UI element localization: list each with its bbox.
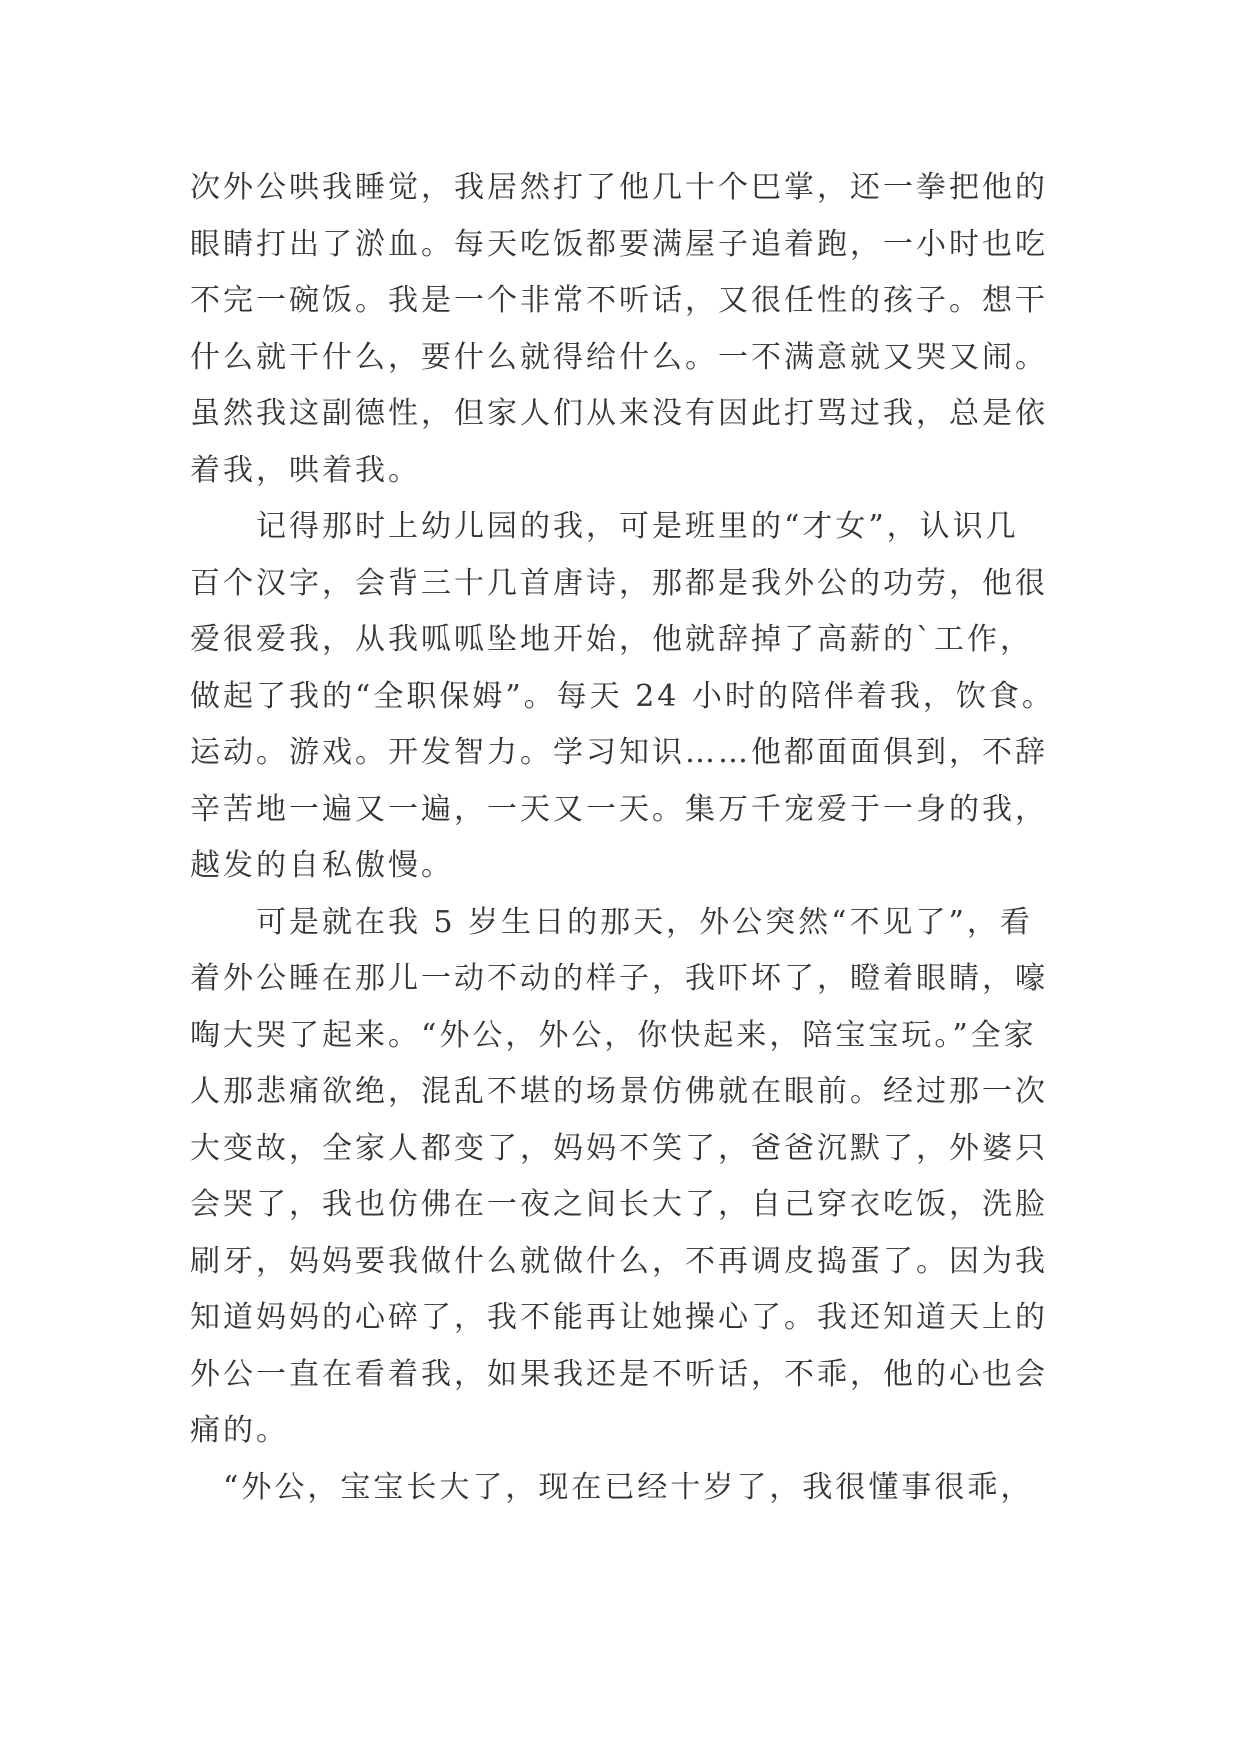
text-line: 记得那时上幼儿园的我，可是班里的“才女”，认识几 — [190, 509, 1019, 544]
text-line: 爱很爱我，从我呱呱坠地开始，他就辞掉了高薪的`工作， — [190, 622, 1033, 657]
text-line: 眼睛打出了淤血。每天吃饭都要满屋子追着跑，一小时也吃 — [190, 226, 1048, 262]
text-line: 次外公哄我睡觉，我居然打了他几十个巴掌，还一拳把他的 — [190, 170, 1048, 205]
text-line: 越发的自私傲慢。 — [190, 848, 454, 883]
text-line: 大变故，全家人都变了，妈妈不笑了，爸爸沉默了，外婆只 — [190, 1130, 1048, 1166]
text-line: 外公一直在看着我，如果我还是不听话，不乖，他的心也会 — [190, 1356, 1048, 1392]
text-line: 痛的。 — [190, 1413, 289, 1448]
text-line: 着外公睡在那儿一动不动的样子，我吓坏了，瞪着眼睛，嚎 — [190, 961, 1048, 996]
text-line: 知道妈妈的心碎了，我不能再让她操心了。我还知道天上的 — [190, 1300, 1048, 1335]
text-line: 百个汉字，会背三十几首唐诗，那都是我外公的功劳，他很 — [190, 565, 1048, 601]
text-line: 可是就在我 5 岁生日的那天，外公突然“不见了”，看 — [190, 904, 1033, 940]
text-line: 啕大哭了起来。“外公，外公，你快起来，陪宝宝玩。”全家 — [190, 1017, 1037, 1053]
text-line: 会哭了，我也仿佛在一夜之间长大了，自己穿衣吃饭，洗脸 — [190, 1187, 1048, 1222]
text-line: 刷牙，妈妈要我做什么就做什么，不再调皮捣蛋了。因为我 — [190, 1243, 1048, 1279]
text-line: 着我，哄着我。 — [190, 452, 421, 488]
text-line: 不完一碗饭。我是一个非常不听话，又很任性的孩子。想干 — [190, 283, 1048, 318]
text-line: 辛苦地一遍又一遍，一天又一天。集万千宠爱于一身的我， — [190, 791, 1048, 827]
text-line: 虽然我这副德性，但家人们从来没有因此打骂过我，总是依 — [190, 396, 1048, 431]
text-line: 做起了我的“全职保姆”。每天 24 小时的陪伴着我，饮食。 — [190, 678, 1055, 714]
text-line: “外公，宝宝长大了，现在已经十岁了，我很懂事很乖， — [190, 1469, 1034, 1505]
essay-text — [190, 160, 1070, 1516]
text-line: 人那悲痛欲绝，混乱不堪的场景仿佛就在眼前。经过那一次 — [190, 1074, 1048, 1109]
text-line: 什么就干什么，要什么就得给什么。一不满意就又哭又闹。 — [190, 339, 1048, 375]
text-line: 运动。游戏。开发智力。学习知识……他都面面俱到，不辞 — [190, 735, 1048, 770]
